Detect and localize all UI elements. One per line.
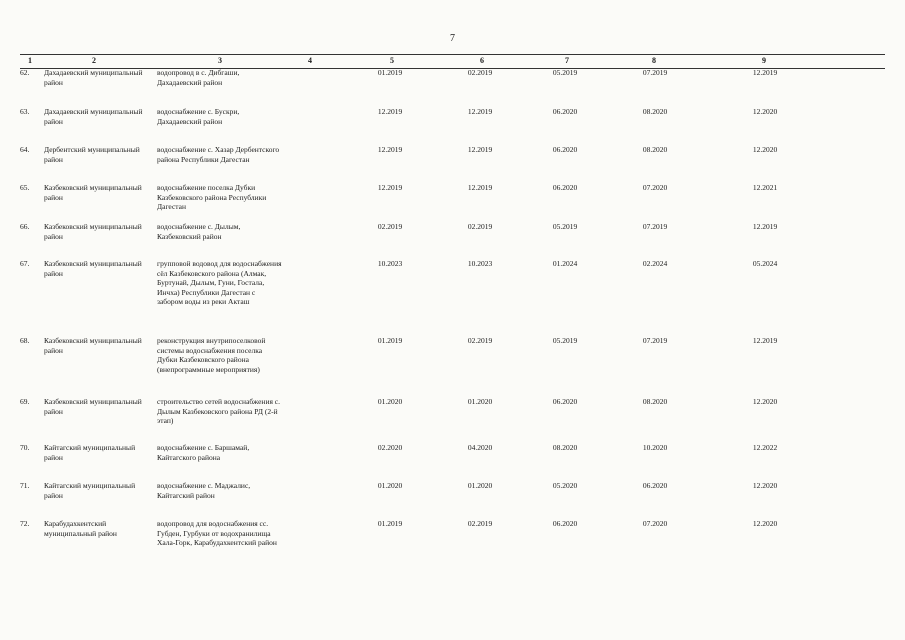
row-number: 63. <box>20 107 30 116</box>
date-col9-cell: 12.2019 <box>752 68 778 77</box>
date-col9-cell: 12.2019 <box>752 336 778 345</box>
object-cell: водоснабжение с. Дылым, Казбековский район <box>157 222 241 241</box>
object-cell: водопровод для водоснабжения сс. Губден, Гурбуки от водохранилища Хала-Горк, Карабудахкентский район <box>157 519 277 548</box>
object-cell: водоснабжение с. Маджалис, Кайтагский район <box>157 481 251 500</box>
date-col7-cell: 01.2024 <box>552 259 578 268</box>
header-col-9: 9 <box>762 56 766 65</box>
date-col5-cell: 01.2019 <box>377 519 403 528</box>
date-col5-cell: 01.2020 <box>377 397 403 406</box>
date-col5-cell: 02.2020 <box>377 443 403 452</box>
date-col9-cell: 12.2020 <box>752 519 778 528</box>
object-cell: водоснабжение с. Баршамай, Кайтагского района <box>157 443 250 462</box>
date-col9-cell: 05.2024 <box>752 259 778 268</box>
row-number: 70. <box>20 443 30 452</box>
date-col9-cell: 12.2021 <box>752 183 778 192</box>
date-col8-cell: 08.2020 <box>642 145 668 154</box>
date-col7-cell: 08.2020 <box>552 443 578 452</box>
date-col5-cell: 12.2019 <box>377 183 403 192</box>
district-cell: Казбековский муниципальный район <box>44 336 142 355</box>
date-col5-cell: 12.2019 <box>377 145 403 154</box>
date-col8-cell: 07.2019 <box>642 68 668 77</box>
district-cell: Казбековский муниципальный район <box>44 259 142 278</box>
district-cell: Казбековский муниципальный район <box>44 397 142 416</box>
date-col6-cell: 12.2019 <box>467 145 493 154</box>
object-cell: водоснабжение поселка Дубки Казбековского района Республики Дагестан <box>157 183 267 212</box>
date-col6-cell: 01.2020 <box>467 481 493 490</box>
date-col9-cell: 12.2020 <box>752 481 778 490</box>
header-col-1: 1 <box>28 56 32 65</box>
row-number: 68. <box>20 336 30 345</box>
date-col6-cell: 02.2019 <box>467 68 493 77</box>
date-col5-cell: 01.2019 <box>377 336 403 345</box>
date-col8-cell: 08.2020 <box>642 107 668 116</box>
district-cell: Кайтагский муниципальный район <box>44 481 136 500</box>
date-col7-cell: 06.2020 <box>552 183 578 192</box>
date-col9-cell: 12.2019 <box>752 222 778 231</box>
object-cell: групповой водовод для водоснабжения сёл Казбековского района (Алмак, Буртунай, Дылым, Гуни, Гостала, Инчха) Республики Дагестан с забором воды из реки Акташ <box>157 259 282 307</box>
header-col-4: 4 <box>308 56 312 65</box>
header-col-6: 6 <box>480 56 484 65</box>
district-cell: Карабудахкентский муниципальный район <box>44 519 117 538</box>
row-number: 69. <box>20 397 30 406</box>
header-col-3: 3 <box>218 56 222 65</box>
date-col6-cell: 01.2020 <box>467 397 493 406</box>
row-number: 65. <box>20 183 30 192</box>
header-col-2: 2 <box>92 56 96 65</box>
date-col7-cell: 06.2020 <box>552 397 578 406</box>
date-col5-cell: 02.2019 <box>377 222 403 231</box>
row-number: 71. <box>20 481 30 490</box>
date-col5-cell: 10.2023 <box>377 259 403 268</box>
date-col5-cell: 01.2020 <box>377 481 403 490</box>
date-col8-cell: 07.2019 <box>642 222 668 231</box>
date-col7-cell: 06.2020 <box>552 107 578 116</box>
date-col6-cell: 02.2019 <box>467 336 493 345</box>
date-col8-cell: 06.2020 <box>642 481 668 490</box>
object-cell: водопровод в с. Дибгаши, Дахадаевский район <box>157 68 240 87</box>
object-cell: водоснабжение с. Бускри, Дахадаевский район <box>157 107 240 126</box>
date-col7-cell: 06.2020 <box>552 519 578 528</box>
header-col-5: 5 <box>390 56 394 65</box>
date-col7-cell: 06.2020 <box>552 145 578 154</box>
row-number: 64. <box>20 145 30 154</box>
date-col7-cell: 05.2019 <box>552 336 578 345</box>
row-number: 62. <box>20 68 30 77</box>
district-cell: Дахадаевский муниципальный район <box>44 107 143 126</box>
date-col8-cell: 07.2019 <box>642 336 668 345</box>
object-cell: водоснабжение с. Хазар Дербентского района Республики Дагестан <box>157 145 280 164</box>
date-col9-cell: 12.2020 <box>752 397 778 406</box>
row-number: 67. <box>20 259 30 268</box>
date-col9-cell: 12.2020 <box>752 107 778 116</box>
district-cell: Дахадаевский муниципальный район <box>44 68 143 87</box>
object-cell: реконструкция внутрипоселковой системы водоснабжения поселка Дубки Казбековского района (внепрограммные мероприятия) <box>157 336 266 374</box>
page-number: 7 <box>450 33 455 44</box>
date-col8-cell: 07.2020 <box>642 183 668 192</box>
table-header <box>20 54 885 69</box>
date-col6-cell: 12.2019 <box>467 183 493 192</box>
date-col7-cell: 05.2019 <box>552 222 578 231</box>
date-col6-cell: 02.2019 <box>467 519 493 528</box>
district-cell: Казбековский муниципальный район <box>44 183 142 202</box>
district-cell: Казбековский муниципальный район <box>44 222 142 241</box>
date-col5-cell: 01.2019 <box>377 68 403 77</box>
date-col9-cell: 12.2020 <box>752 145 778 154</box>
district-cell: Дербентский муниципальный район <box>44 145 140 164</box>
date-col8-cell: 10.2020 <box>642 443 668 452</box>
date-col5-cell: 12.2019 <box>377 107 403 116</box>
object-cell: строительство сетей водоснабжения с. Дылым Казбековского района РД (2-й этап) <box>157 397 280 426</box>
date-col6-cell: 02.2019 <box>467 222 493 231</box>
date-col9-cell: 12.2022 <box>752 443 778 452</box>
date-col8-cell: 02.2024 <box>642 259 668 268</box>
date-col7-cell: 05.2020 <box>552 481 578 490</box>
district-cell: Кайтагский муниципальный район <box>44 443 136 462</box>
date-col8-cell: 07.2020 <box>642 519 668 528</box>
date-col6-cell: 12.2019 <box>467 107 493 116</box>
row-number: 72. <box>20 519 30 528</box>
date-col6-cell: 10.2023 <box>467 259 493 268</box>
header-col-7: 7 <box>565 56 569 65</box>
date-col7-cell: 05.2019 <box>552 68 578 77</box>
date-col6-cell: 04.2020 <box>467 443 493 452</box>
row-number: 66. <box>20 222 30 231</box>
date-col8-cell: 08.2020 <box>642 397 668 406</box>
header-col-8: 8 <box>652 56 656 65</box>
